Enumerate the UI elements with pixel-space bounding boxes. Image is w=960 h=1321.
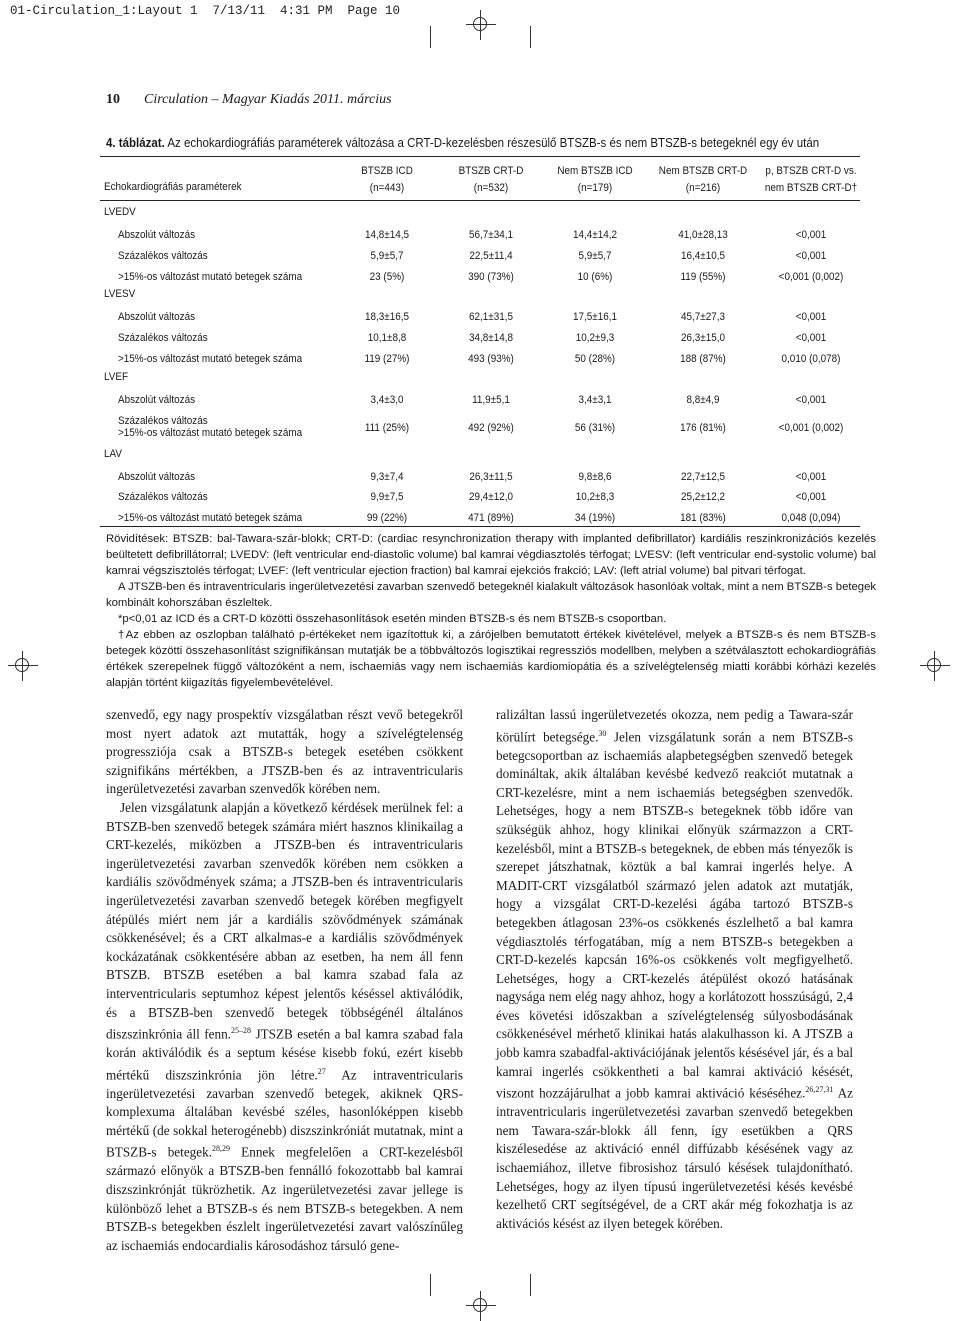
table-cell: 14,4±14,2: [573, 229, 617, 241]
section-title-row: [100, 448, 860, 468]
section-title: LAV: [104, 447, 122, 460]
col-header: Nem BTSZB ICD (n=179): [557, 165, 633, 194]
section-title-row: [100, 206, 860, 226]
abbreviations-note: Rövidítések: BTSZB: bal-Tawara-szár-blokk; CRT-D: (cardiac resynchronization therapy with implanted defibrillator) kardiális reszinkronizációs kezelés beültetett defibrillátorral; LVEDV: (left ventricular end-diastolic volume) bal kamrai végdiasztolés térfogat; LVESV: (left ventricular end-systolic volume) bal kamrai végszisztolés térfogat; LVEF: (left ventricular ejection fraction) bal kamrai ejekciós frakció; LAV: (left atrial volume) bal pitvari térfogat.: [106, 533, 876, 577]
table-cell: 10,2±9,3: [575, 332, 615, 345]
row-label: >15%-os változást mutató betegek száma: [118, 353, 303, 365]
crop-mark: [430, 1274, 431, 1296]
table-cell: 29,4±12,0: [469, 491, 513, 504]
table-cell: 176 (81%): [680, 421, 726, 434]
table-cell: 99 (22%): [366, 512, 408, 525]
table-cell: <0,001 (0,002): [778, 270, 844, 283]
table-row: [100, 512, 860, 532]
table-cell: 56 (31%): [574, 421, 616, 434]
table-cell: <0,001: [795, 229, 827, 241]
row-label: Százalékos változás: [118, 491, 208, 504]
row-label: >15%-os változást mutató betegek száma: [118, 512, 303, 525]
table-cell: 16,4±10,5: [681, 249, 725, 262]
table-cell: 34 (19%): [574, 512, 616, 525]
col-header: BTSZB ICD (n=443): [361, 165, 413, 194]
table-cell: <0,001 (0,002): [778, 421, 844, 434]
table-cell: 25,2±12,2: [681, 491, 725, 504]
journal-title: Circulation – Magyar Kiadás 2011. március: [144, 92, 392, 107]
table-cell: 0,010 (0,078): [781, 353, 841, 365]
table-cell: 9,3±7,4: [370, 470, 404, 483]
col-header: Nem BTSZB CRT-D (n=216): [658, 165, 748, 194]
table-cell: 471 (89%): [468, 512, 514, 525]
row-label: Százalékos változás: [118, 332, 208, 345]
paragraph: ralizáltan lassú ingerületvezetés okozza, nem pedig a Tawara-szár körülírt betegsége.$^{30}$ Jelen vizsgálatunk során a nem BTSZB-s betegcsoportban az ischaemiás alapbetegségben szenvedő betegek domináltak, akik általában kevésbé kedvező reakciót mutatnak a CRT-kezelésre, mint a nem ischaemiás betegségben szenvedők. Lehetséges, hogy a nem BTSZB-s betegeknek több időre van szükségük ahhoz, hogy klinikai előnyük származzon a CRT-kezelésből, mint a BTSZB-s betegeknek, de ebben más tényezők is szerepet játszhatnak, köztük a bal kamrai ingerlés helye. A MADIT-CRT vizsgálatból származó jelen adatok azt mutatják, hogy a vizsgálat CRT-D-kezelési ágába tartozó BTSZB-s betegekben átlagosan 23%-os csökkenés észlelhető a bal kamra végdiasztolés térfogatában, míg a nem BTSZB-s betegekben a CRT-D-kezelés kapcsán 16%-os csökkenés volt megfigyelhető. Lehetséges, hogy a CRT-kezelés átépülést okozó hatásának nagysága nem elég nagy ahhoz, hogy a korlátozott hosszúságú, 2,4 éves követési időszakban a szívelégtelenség súlyosbodásának csökkenésével mérhető klinikai hatás alakulhasson ki. A JTSZB a jobb kamra szabadfal-aktivációjának jelentős késésével jár, és a bal kamrai ingerlés csökkentheti a bal kamrai aktiváció késését, viszont hozzájárulhat a jobb kamrai aktiváció késéséhez.$^{26,27,31}$ Az intraventricularis ingerületvezetési zavarban szenvedő betegekben nem Tawara-szár-blokk áll fenn, így esetükben a QRS kiszélesedése az aktiváció ennél diffúzabb késésének vagy az ischaemiához, illetve fibrosishoz társuló késések tulajdonítható. Lehetséges, hogy az ilyen típusú ingerületvezetési késés kevésbé kezelhető CRT segítségével, de a CRT akár még fokozhatja is az aktivációs késést az ilyen betegek körében.: [496, 707, 853, 1231]
table-cell: <0,001: [795, 470, 827, 483]
table-cell: <0,001: [795, 311, 827, 324]
page-number: 10: [106, 92, 120, 107]
paragraph: szenvedő, egy nagy prospektív vizsgálatban részt vevő betegekről most nyert adatok azt mutatták, hogy a szívelégtelenség progressziója csak a BTSZB-s betegek esetében csökkent szignifikáns mértékben, a JTSZB-ben és az intraventricularis ingerületvezetési zavarban szenvedők körében nem.: [106, 707, 463, 797]
table-cell: 9,8±8,6: [578, 470, 612, 483]
table-cell: 41,0±28,13: [678, 229, 728, 241]
paragraph: Jelen vizsgálatunk alapján a következő kérdések merülnek fel: a BTSZB-ben szenvedő betegek számára miért hasznos klinikailag a CRT-kezelés, miközben a JTSZB-ben és intraventricularis ingerületvezetési zavarban szenvedők körében nem csökken a kardiális szövődmények száma; a JTSZB-ben és intraventricularis ingerületvezetési zavarban szenvedő betegek körében megfigyelt átépülés miért nem jár a kardiális szövődmények számának csökkenésével; és a CRT alkalmas-e a kardiális szövődmények kockázatának csökkentésére abban az esetben, ha nem áll fenn BTSZB. BTSZB esetében a bal kamra szabad fala az interventricularis septumhoz képest jelentős késéssel aktiválódik, és a BTSZB-ben szenvedő betegek többségénél általános diszszinkrónia áll fenn.$^{25-28}$ JTSZB esetén a bal kamra szabad fala korán aktiválódik és a septum késése kisebb fokú, ezért kisebb mértékű diszszinkrónia jön létre.$^{27}$ Az intraventricularis ingerületvezetési zavarban szenvedő betegek, akiknek QRS-komplexuma általában kevésbé széles, hasonlóképpen kisebb mértékű (de sokkal heterogénebb) diszszinkróniát mutatnak, mint a BTSZB-s betegek.$^{28,29}$ Ennek megfelelően a CRT-kezelésből származó előnyök a BTSZB-ben fennálló fokozottabb bal kamrai diszszinkrónját tükrözhetik. Az ingerületvezetési zavar jellege is különböző lehet a BTSZB-s és nem BTSZB-s betegekben. A nem BTSZB-s betegekben észlelt ingerületvezetési zavart valószínűleg az ischaemiás endocardialis károsodáshoz társuló gene-: [106, 799, 464, 1253]
table-cell: <0,001: [795, 249, 827, 262]
table-row: [100, 229, 860, 249]
crop-mark: [430, 26, 431, 48]
section-title: LVEF: [104, 370, 129, 383]
table-cell: 492 (92%): [468, 421, 514, 434]
registration-mark-top: [466, 10, 496, 40]
table-cell: 181 (83%): [680, 512, 726, 525]
row-label: >15%-os változást mutató betegek száma: [118, 270, 303, 283]
note-dagger: †Az ebben az oszlopban található p-értékeket nem igazítottuk ki, a zárójelben bemutatott értékek kivételével, melyek a BTSZB-s és nem BTSZB-s betegek közötti összehasonlítást szignifikánsan mutatják be a többváltozós logisztikai regressziós modellben, melyben a szétválasztott echokardiográfiás értékek szerepelnek függő változóként a nem, ischaemiás vagy nem ischaemiás kardiomiopátia és a szívelégtelenség miatti korábbi kórházi kezelés alapján történt kiigazítás figyelembevételével.: [106, 629, 876, 689]
table-notes: [106, 531, 876, 691]
crop-mark: [530, 26, 531, 48]
table-cell: 8,8±4,9: [686, 393, 720, 406]
table-row: [100, 250, 860, 270]
table-cell: 26,3±11,5: [469, 470, 513, 483]
row-label: Százalékos változás >15%-os változást mutató betegek száma: [118, 414, 303, 439]
table-cell: 3,4±3,0: [370, 393, 404, 406]
table-caption-text: Az echokardiográfiás paraméterek változása a CRT-D-kezelésben részesülő BTSZB-s és nem BTSZB-s betegeknél egy év után: [167, 136, 820, 150]
table-cell: 18,3±16,5: [365, 311, 409, 324]
registration-mark-bottom: [466, 1291, 496, 1321]
table-bottom-rule: [100, 526, 860, 527]
table-cell: 62,1±31,5: [469, 311, 513, 324]
table-cell: 56,7±34,1: [469, 229, 513, 241]
table-row: [100, 332, 860, 352]
table-cell: <0,001: [795, 332, 827, 345]
running-header: [106, 92, 392, 108]
table-cell: 119 (27%): [364, 353, 410, 365]
row-label: Abszolút változás: [118, 393, 196, 406]
table-top-rule: [100, 156, 860, 157]
table-cell: 188 (87%): [680, 353, 726, 365]
table-cell: 9,9±7,5: [370, 491, 404, 504]
table-cell: 14,8±14,5: [365, 229, 409, 241]
table-header-row: [100, 163, 860, 199]
table-caption: [106, 136, 820, 150]
table-cell: 111 (25%): [364, 421, 410, 434]
table-label: 4. táblázat.: [106, 136, 165, 150]
table-cell: 10 (6%): [577, 270, 613, 283]
table-cell: 22,5±11,4: [469, 249, 513, 262]
table-cell: 26,3±15,0: [681, 332, 725, 345]
table-cell: 17,5±16,1: [573, 311, 617, 324]
table-cell: 5,9±5,7: [578, 249, 612, 262]
body-column-left: [106, 706, 463, 1255]
note-jtszb: A JTSZB-ben és intraventricularis ingerületvezetési zavarban szenvedő betegeknél kialakult változások hasonlóak voltak, mint a nem BTSZB-s betegek kombinált kohorszában észleltek.: [106, 581, 876, 609]
table-row: [100, 471, 860, 491]
note-p-value: *p<0,01 az ICD és a CRT-D közötti összehasonlítások esetén minden BTSZB-s és nem BTSZB-s csoportban.: [118, 613, 667, 625]
registration-mark-right: [920, 651, 950, 681]
table-cell: 10,2±8,3: [575, 491, 615, 504]
table-row: [100, 491, 860, 511]
table-cell: 3,4±3,1: [578, 393, 612, 406]
table-row: [100, 394, 860, 414]
row-header: Echokardiográfiás paraméterek: [104, 181, 242, 193]
table-row: [100, 311, 860, 331]
table-cell: <0,001: [795, 393, 827, 406]
table-cell: 45,7±27,3: [681, 311, 725, 324]
table-cell: 11,9±5,1: [472, 393, 510, 406]
table-cell: 22,7±12,5: [681, 470, 725, 483]
row-label: Abszolút változás: [118, 470, 196, 483]
col-header: p, BTSZB CRT-D vs. nem BTSZB CRT-D†: [764, 165, 858, 194]
body-column-right: [496, 706, 853, 1233]
table-cell: 0,048 (0,094): [781, 512, 841, 525]
table-cell: 5,9±5,7: [370, 249, 404, 262]
table-cell: 34,8±14,8: [469, 332, 513, 345]
table-cell: 390 (73%): [468, 270, 514, 283]
row-label: Abszolút változás: [118, 229, 196, 241]
section-title: LVEDV: [104, 206, 136, 218]
crop-mark: [530, 1274, 531, 1296]
table-cell: 10,1±8,8: [367, 332, 407, 345]
col-header: BTSZB CRT-D (n=532): [458, 165, 524, 194]
section-title: LVESV: [104, 288, 136, 301]
row-label: Százalékos változás: [118, 249, 208, 262]
table-cell: <0,001: [795, 491, 827, 504]
section-title-row: [100, 288, 860, 308]
row-label: Abszolút változás: [118, 311, 196, 324]
table-row: [100, 415, 860, 447]
table-cell: 119 (55%): [680, 270, 726, 283]
table-header-rule: [100, 200, 860, 201]
table-cell: 493 (93%): [468, 353, 514, 365]
print-slug: 01-Circulation_1:Layout 1 7/13/11 4:31 PM Page 10: [10, 4, 401, 18]
section-title-row: [100, 371, 860, 391]
registration-mark-left: [8, 651, 38, 681]
table-cell: 23 (5%): [369, 270, 405, 283]
table-cell: 50 (28%): [574, 353, 616, 365]
